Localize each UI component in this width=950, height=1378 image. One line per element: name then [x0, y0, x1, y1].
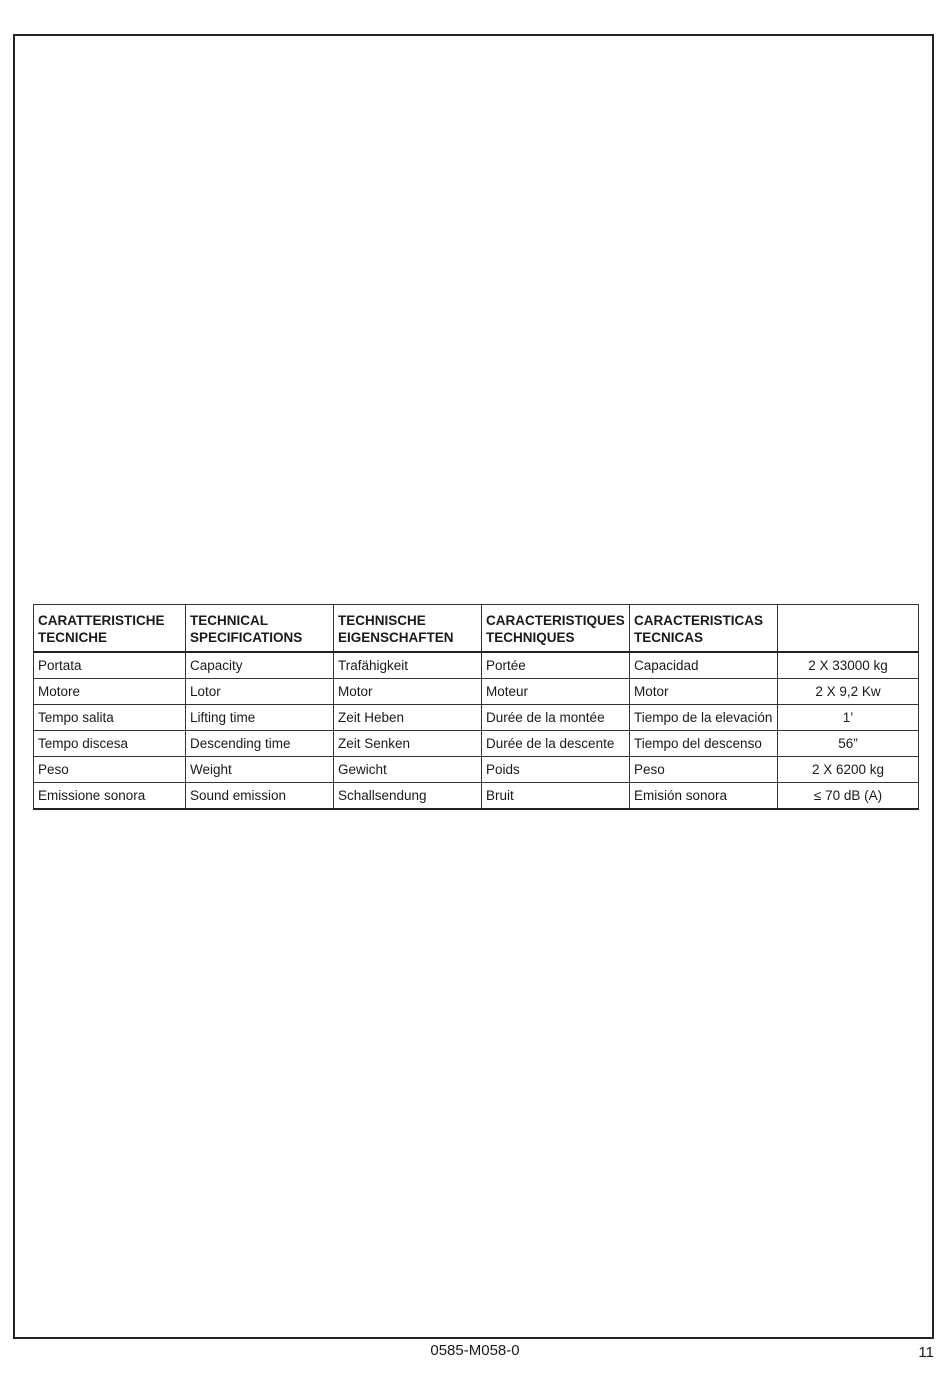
cell-french: Poids	[482, 757, 630, 783]
cell-german: Zeit Senken	[334, 731, 482, 757]
cell-english: Lifting time	[186, 705, 334, 731]
cell-value: 2 X 9,2 Kw	[778, 679, 919, 705]
header-english: TECHNICAL SPECIFICATIONS	[186, 605, 334, 653]
header-spanish: CARACTERISTICAS TECNICAS	[630, 605, 778, 653]
cell-french: Bruit	[482, 783, 630, 810]
cell-german: Gewicht	[334, 757, 482, 783]
cell-english: Capacity	[186, 652, 334, 679]
cell-value: 2 X 6200 kg	[778, 757, 919, 783]
cell-value: 1’	[778, 705, 919, 731]
cell-french: Durée de la descente	[482, 731, 630, 757]
cell-french: Durée de la montée	[482, 705, 630, 731]
cell-german: Motor	[334, 679, 482, 705]
header-value	[778, 605, 919, 653]
cell-italian: Tempo discesa	[34, 731, 186, 757]
table-row	[34, 652, 919, 679]
table-row	[34, 757, 919, 783]
cell-italian: Peso	[34, 757, 186, 783]
cell-german: Zeit Heben	[334, 705, 482, 731]
cell-spanish: Tiempo de la elevación	[630, 705, 778, 731]
cell-spanish: Capacidad	[630, 652, 778, 679]
cell-german: Trafähigkeit	[334, 652, 482, 679]
cell-value: ≤ 70 dB (A)	[778, 783, 919, 810]
technical-specifications-table	[33, 604, 919, 810]
cell-italian: Emissione sonora	[34, 783, 186, 810]
document-code: 0585-M058-0	[430, 1342, 520, 1359]
page-number: 11	[918, 1344, 934, 1361]
cell-english: Sound emission	[186, 783, 334, 810]
cell-french: Moteur	[482, 679, 630, 705]
cell-value: 56”	[778, 731, 919, 757]
cell-spanish: Emisión sonora	[630, 783, 778, 810]
cell-value: 2 X 33000 kg	[778, 652, 919, 679]
header-italian: CARATTERISTICHE TECNICHE	[34, 605, 186, 653]
cell-english: Weight	[186, 757, 334, 783]
table-row	[34, 705, 919, 731]
cell-italian: Tempo salita	[34, 705, 186, 731]
cell-italian: Motore	[34, 679, 186, 705]
cell-english: Lotor	[186, 679, 334, 705]
cell-french: Portée	[482, 652, 630, 679]
cell-english: Descending time	[186, 731, 334, 757]
table-row	[34, 731, 919, 757]
cell-spanish: Motor	[630, 679, 778, 705]
table-row	[34, 679, 919, 705]
cell-spanish: Peso	[630, 757, 778, 783]
table-header-row	[34, 605, 919, 653]
table-row	[34, 783, 919, 810]
header-german: TECHNISCHE EIGENSCHAFTEN	[334, 605, 482, 653]
header-french: CARACTERISTIQUES TECHNIQUES	[482, 605, 630, 653]
cell-german: Schallsendung	[334, 783, 482, 810]
cell-italian: Portata	[34, 652, 186, 679]
cell-spanish: Tiempo del descenso	[630, 731, 778, 757]
